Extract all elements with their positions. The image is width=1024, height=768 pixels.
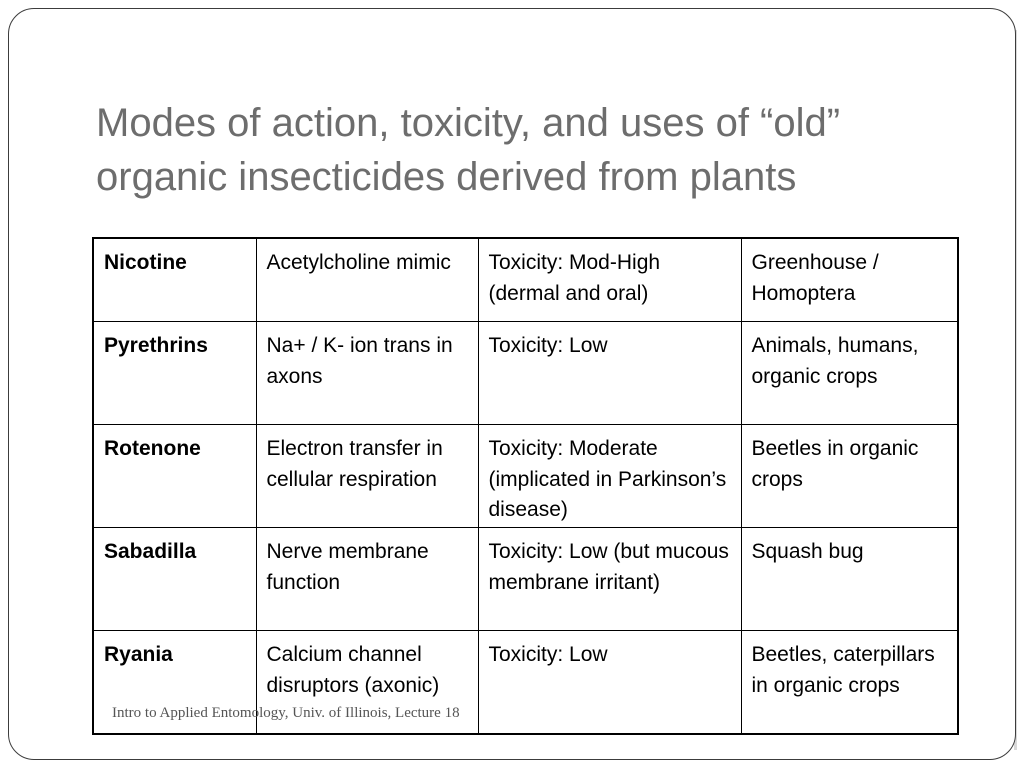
mode-of-action: Electron transfer in cellular respiration: [256, 425, 478, 528]
toxicity: Toxicity: Low: [478, 631, 741, 735]
uses: Beetles, caterpillars in organic crops: [741, 631, 958, 735]
table-row: [93, 322, 958, 425]
uses: Beetles in organic crops: [741, 425, 958, 528]
insecticide-table: [92, 237, 959, 735]
insecticide-name: Ryania: [93, 631, 256, 735]
insecticide-name: Nicotine: [93, 238, 256, 322]
mode-of-action: Nerve membrane function: [256, 528, 478, 631]
slide-title-line-1: Modes of action, toxicity, and uses of “old”: [96, 101, 841, 145]
toxicity: Toxicity: Low: [478, 322, 741, 425]
toxicity: Toxicity: Low (but mucous membrane irritant): [478, 528, 741, 631]
insecticide-name: Sabadilla: [93, 528, 256, 631]
mode-of-action: Calcium channel disruptors (axonic): [256, 631, 478, 735]
slide-title-line-2: organic insecticides derived from plants: [96, 155, 797, 199]
slide-title: [96, 96, 956, 204]
table-row: [93, 238, 958, 322]
mode-of-action: Na+ / K- ion trans in axons: [256, 322, 478, 425]
insecticide-name: Rotenone: [93, 425, 256, 528]
slide-footer: Intro to Applied Entomology, Univ. of Illinois, Lecture 18: [112, 705, 460, 721]
table-row: [93, 528, 958, 631]
mode-of-action: Acetylcholine mimic: [256, 238, 478, 322]
toxicity: Toxicity: Mod-High (dermal and oral): [478, 238, 741, 322]
toxicity: Toxicity: Moderate (implicated in Parkinson’s disease): [478, 425, 741, 528]
uses: Squash bug: [741, 528, 958, 631]
table-row: [93, 425, 958, 528]
uses: Animals, humans, organic crops: [741, 322, 958, 425]
uses: Greenhouse / Homoptera: [741, 238, 958, 322]
insecticide-name: Pyrethrins: [93, 322, 256, 425]
